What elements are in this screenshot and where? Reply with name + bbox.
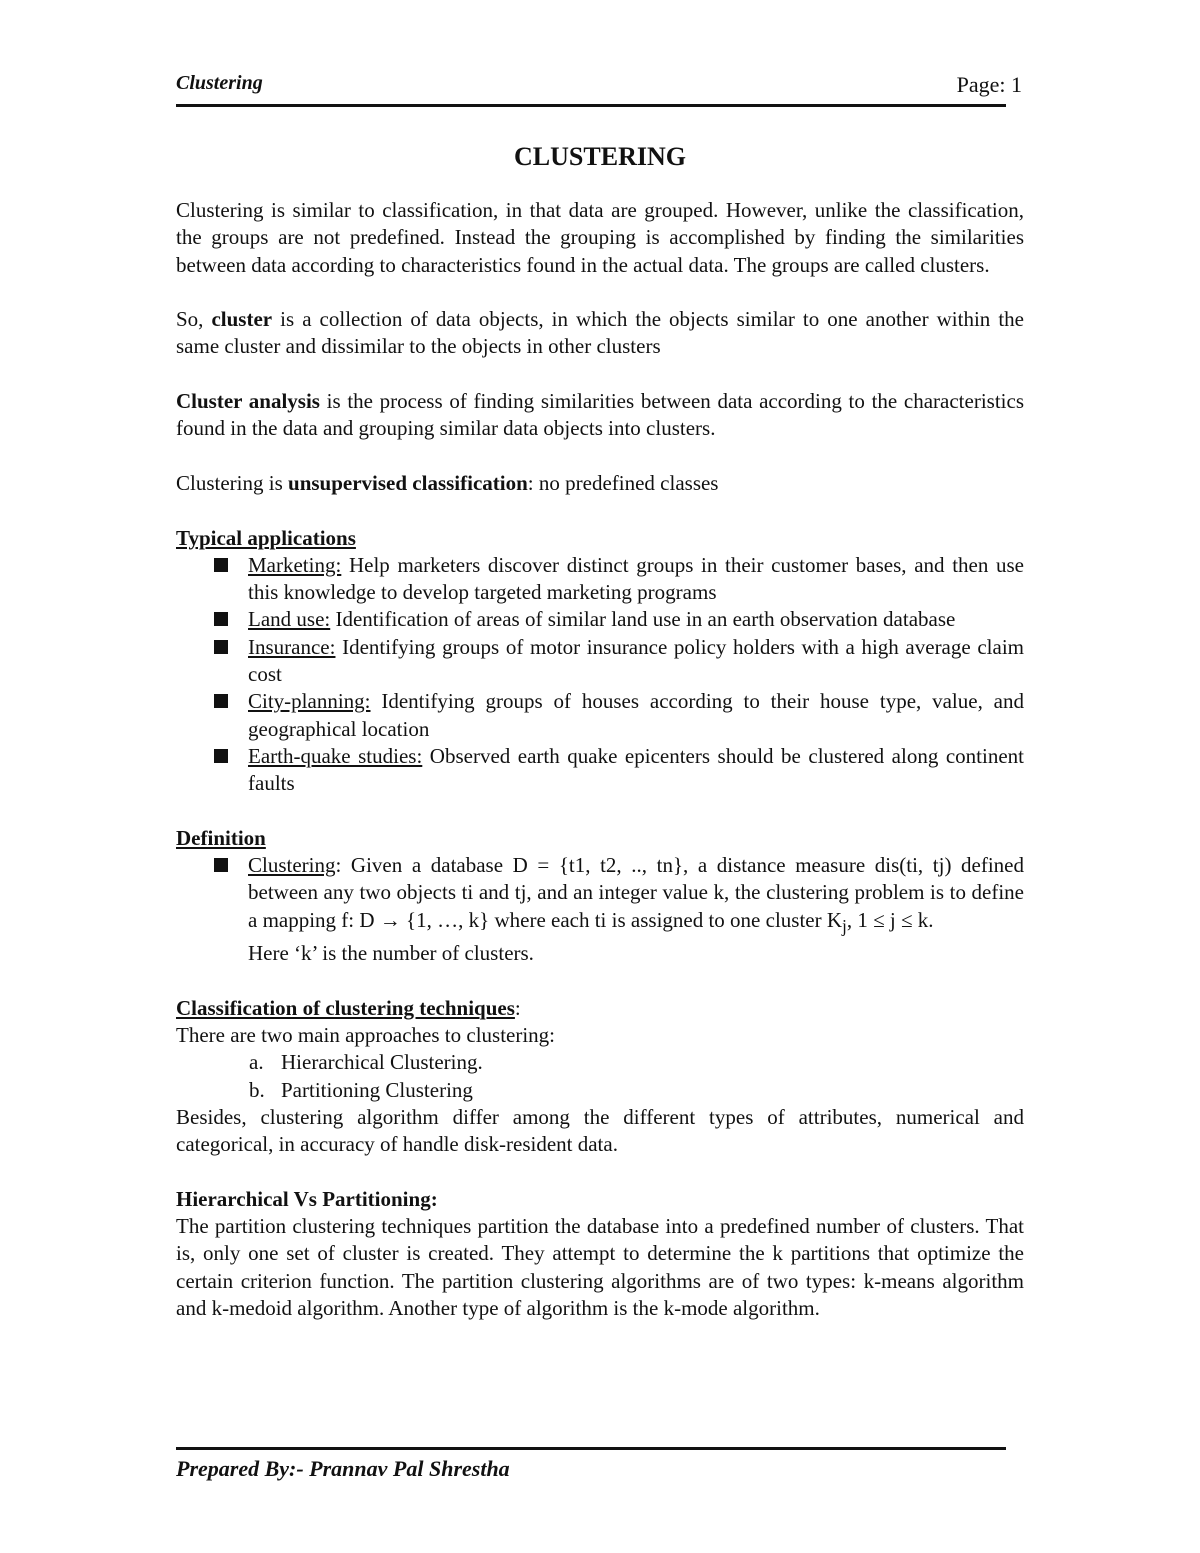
unsupervised-term: unsupervised classification bbox=[288, 470, 528, 495]
square-bullet-icon bbox=[214, 558, 228, 572]
cluster-analysis-post: is the process of finding similarities between data according to the characteristics found in the data and grouping similar data objects into clusters. bbox=[176, 389, 1024, 441]
definition-subscript: j bbox=[842, 915, 847, 936]
cluster-def-pre: So, bbox=[176, 307, 212, 332]
hvp-heading: Hierarchical Vs Partitioning: bbox=[176, 1186, 438, 1211]
list-item bbox=[248, 606, 1024, 633]
item-text: Identifying groups of motor insurance policy holders with a high average claim cost bbox=[248, 634, 1024, 687]
classification-colon: : bbox=[514, 995, 521, 1020]
item-text: Identification of areas of similar land use in an earth observation database bbox=[330, 607, 956, 632]
footer-text: Prepared By:- Prannav Pal Shrestha bbox=[176, 1456, 510, 1481]
intro-paragraph: Clustering is similar to classification, in that data are grouped. However, unlike the classification, the groups are not predefined. Instead the grouping is accomplished by finding the similarities between data according to characteristics found in the actual data. The groups are called clusters. bbox=[176, 198, 1024, 277]
square-bullet-icon bbox=[214, 858, 228, 872]
classification-intro: There are two main approaches to clustering: bbox=[176, 1023, 556, 1048]
list-item bbox=[248, 688, 1024, 743]
square-bullet-icon bbox=[214, 612, 228, 626]
definition-extra: Here ‘k’ is the number of clusters. bbox=[248, 941, 534, 966]
unsupervised-paragraph bbox=[176, 470, 1024, 497]
unsupervised-pre: Clustering is bbox=[176, 470, 289, 495]
list-item bbox=[248, 852, 1024, 967]
cluster-def-post: is a collection of data objects, in which the objects similar to one another within the same cluster and dissimilar to the objects in other clusters bbox=[176, 307, 1024, 359]
document-title: CLUSTERING bbox=[514, 142, 686, 171]
list-marker: b. bbox=[249, 1077, 265, 1102]
hvp-paragraph: The partition clustering techniques partition the database into a predefined number of clusters. That is, only one set of cluster is created. They attempt to determine the k partitions that optimize the certain criterion function. The partition clustering algorithms are of two types: k-means algorithm and k-medoid algorithm. Another type of algorithm is the k-mode algorithm. bbox=[176, 1214, 1024, 1321]
definition-heading: Definition bbox=[176, 825, 266, 850]
square-bullet-icon bbox=[214, 640, 228, 654]
list-item bbox=[248, 743, 1024, 798]
cluster-term: cluster bbox=[211, 307, 273, 332]
item-label: Marketing: bbox=[248, 552, 342, 577]
item-label: Insurance: bbox=[248, 634, 336, 659]
classification-heading-line bbox=[176, 995, 1024, 1022]
classification-after: Besides, clustering algorithm differ among the different types of attributes, numerical and categorical, in accuracy of handle disk-resident data. bbox=[176, 1104, 1024, 1157]
page-number: Page: 1 bbox=[956, 72, 1022, 97]
list-marker: a. bbox=[249, 1050, 264, 1075]
square-bullet-icon bbox=[214, 749, 228, 763]
applications-list bbox=[176, 552, 1024, 798]
applications-heading: Typical applications bbox=[176, 525, 356, 550]
square-bullet-icon bbox=[214, 694, 228, 708]
classification-list bbox=[176, 1049, 1024, 1104]
item-label: Land use: bbox=[248, 607, 331, 632]
item-label: City-planning: bbox=[248, 689, 371, 714]
page-header bbox=[176, 70, 1022, 107]
item-text: Partitioning Clustering bbox=[281, 1077, 473, 1102]
list-item bbox=[248, 634, 1024, 689]
classification-heading: Classification of clustering techniques bbox=[176, 995, 515, 1020]
item-label: Earth-quake studies: bbox=[248, 743, 423, 768]
list-item bbox=[249, 1049, 1024, 1076]
cluster-analysis-term: Cluster analysis bbox=[176, 389, 320, 414]
cluster-definition-paragraph bbox=[176, 306, 1024, 361]
list-item bbox=[249, 1077, 1024, 1104]
header-title: Clustering bbox=[176, 72, 263, 94]
page-footer bbox=[176, 1447, 1006, 1482]
item-text: Help marketers discover distinct groups in their customer bases, and then use this knowledge to develop targeted marketing programs bbox=[248, 552, 1024, 605]
definition-list bbox=[176, 852, 1024, 967]
page-content bbox=[176, 140, 1024, 1350]
item-text: Observed earth quake epicenters should be clustered along continent faults bbox=[248, 743, 1024, 796]
definition-text: : Given a database D = {t1, t2, .., tn}, a distance measure dis(ti, tj) defined between any two objects ti and tj, and an integer value k, the clustering problem is to define a mapping f: D → {1, …, k} where each ti is assigned to one cluster K bbox=[248, 853, 1024, 932]
definition-tail: , 1 ≤ j ≤ k. bbox=[846, 907, 934, 932]
list-item bbox=[248, 552, 1024, 607]
cluster-analysis-paragraph bbox=[176, 388, 1024, 443]
item-text: Hierarchical Clustering. bbox=[281, 1050, 483, 1075]
unsupervised-post: : no predefined classes bbox=[527, 470, 719, 495]
item-text: Identifying groups of houses according to their house type, value, and geographical location bbox=[248, 689, 1024, 741]
definition-label: Clustering bbox=[248, 853, 336, 878]
